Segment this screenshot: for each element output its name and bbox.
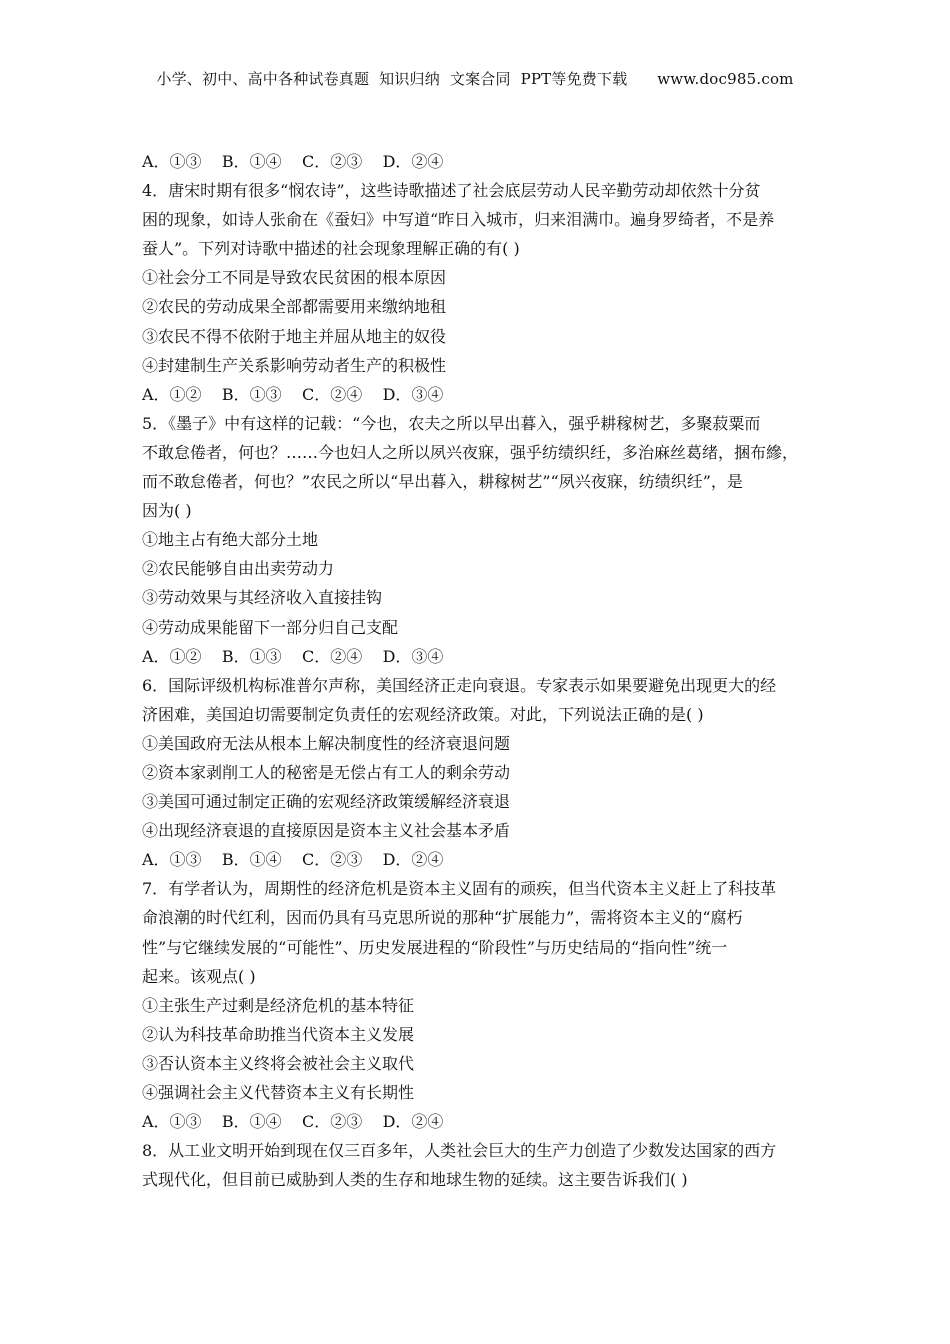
question-4-text: 4．唐宋时期有很多“悯农诗”，这些诗歌描述了社会底层劳动人民辛勤劳动却依然十分贫: [142, 181, 761, 201]
question-7-text: 性”与它继续发展的“可能性”、历史发展进程的“阶段性”与历史结局的“指向性”统一: [142, 937, 728, 957]
question-7-text: 起来。该观点( ): [142, 966, 256, 986]
question-4-statement: ③农民不得不依附于地主并屈从地主的奴役: [142, 326, 447, 346]
answer-options: A．①② B．①③ C．②④ D．③④: [142, 384, 444, 404]
question-4-statement: ④封建制生产关系影响劳动者生产的积极性: [142, 355, 447, 375]
question-5-statement: ①地主占有绝大部分土地: [142, 530, 319, 550]
question-7-statement: ②认为科技革命助推当代资本主义发展: [142, 1024, 415, 1044]
question-5-statement: ④劳动成果能留下一部分归自己支配: [142, 617, 399, 637]
question-7-statement: ①主张生产过剩是经济危机的基本特征: [142, 995, 415, 1015]
question-5-text: 5．《墨子》中有这样的记载：“今也，农夫之所以早出暮入，强乎耕稼树艺，多聚菽粟而: [142, 413, 761, 433]
question-5-statement: ②农民能够自由出卖劳动力: [142, 559, 335, 579]
question-5-text: 而不敢怠倦者，何也？”农民之所以“早出暮入，耕稼树艺”“夙兴夜寐，纺绩织纴”，是: [142, 472, 743, 492]
question-6-text: 济困难，美国迫切需要制定负责任的宏观经济政策。对此，下列说法正确的是( ): [142, 704, 704, 724]
answer-options: A．①② B．①③ C．②④ D．③④: [142, 646, 444, 666]
question-7-text: 命浪潮的时代红利，因而仍具有马克思所说的那种“扩展能力”，需将资本主义的“腐朽: [142, 908, 743, 928]
answer-options: A．①③ B．①④ C．②③ D．②④: [142, 1112, 444, 1132]
question-4-text: 困的现象，如诗人张俞在《蚕妇》中写道“昨日入城市，归来泪满巾。遍身罗绮者，不是养: [142, 210, 775, 230]
question-4-text: 蚕人”。下列对诗歌中描述的社会现象理解正确的有( ): [142, 239, 520, 259]
question-5-text: 不敢怠倦者，何也？……今也妇人之所以夙兴夜寐，强乎纺绩织纴，多治麻丝葛绪，捆布縿，: [142, 442, 799, 462]
question-8-text: 式现代化，但目前已威胁到人类的生存和地球生物的延续。这主要告诉我们( ): [142, 1170, 688, 1190]
question-8-text: 8．从工业文明开始到现在仅三百多年，人类社会巨大的生产力创造了少数发达国家的西方: [142, 1141, 777, 1161]
question-5-text: 因为( ): [142, 501, 192, 521]
question-7-statement: ④强调社会主义代替资本主义有长期性: [142, 1083, 415, 1102]
question-6-statement: ①美国政府无法从根本上解决制度性的经济衰退问题: [142, 733, 511, 753]
answer-options: A．①③ B．①④ C．②③ D．②④: [142, 850, 444, 870]
question-4-statement: ①社会分工不同是导致农民贫困的根本原因: [142, 268, 447, 288]
question-5-statement: ③劳动效果与其经济收入直接挂钩: [142, 588, 383, 608]
question-4-statement: ②农民的劳动成果全部都需要用来缴纳地租: [142, 297, 447, 317]
answer-options: A．①③ B．①④ C．②③ D．②④: [142, 152, 444, 171]
question-7-text: 7．有学者认为，周期性的经济危机是资本主义固有的顽疾，但当代资本主义赶上了科技革: [142, 879, 777, 899]
question-6-statement: ③美国可通过制定正确的宏观经济政策缓解经济衰退: [142, 792, 511, 812]
question-6-statement: ④出现经济衰退的直接原因是资本主义社会基本矛盾: [142, 821, 511, 841]
question-6-statement: ②资本家剥削工人的秘密是无偿占有工人的剩余劳动: [142, 762, 511, 782]
page-header: 小学、初中、高中各种试卷真题 知识归纳 文案合同 PPT等免费下载 www.doc985.com: [156, 70, 794, 88]
document-body: [142, 147, 818, 1194]
question-6-text: 6．国际评级机构标准普尔声称，美国经济正走向衰退。专家表示如果要避免出现更大的经: [142, 675, 777, 695]
question-7-statement: ③否认资本主义终将会被社会主义取代: [142, 1053, 415, 1073]
